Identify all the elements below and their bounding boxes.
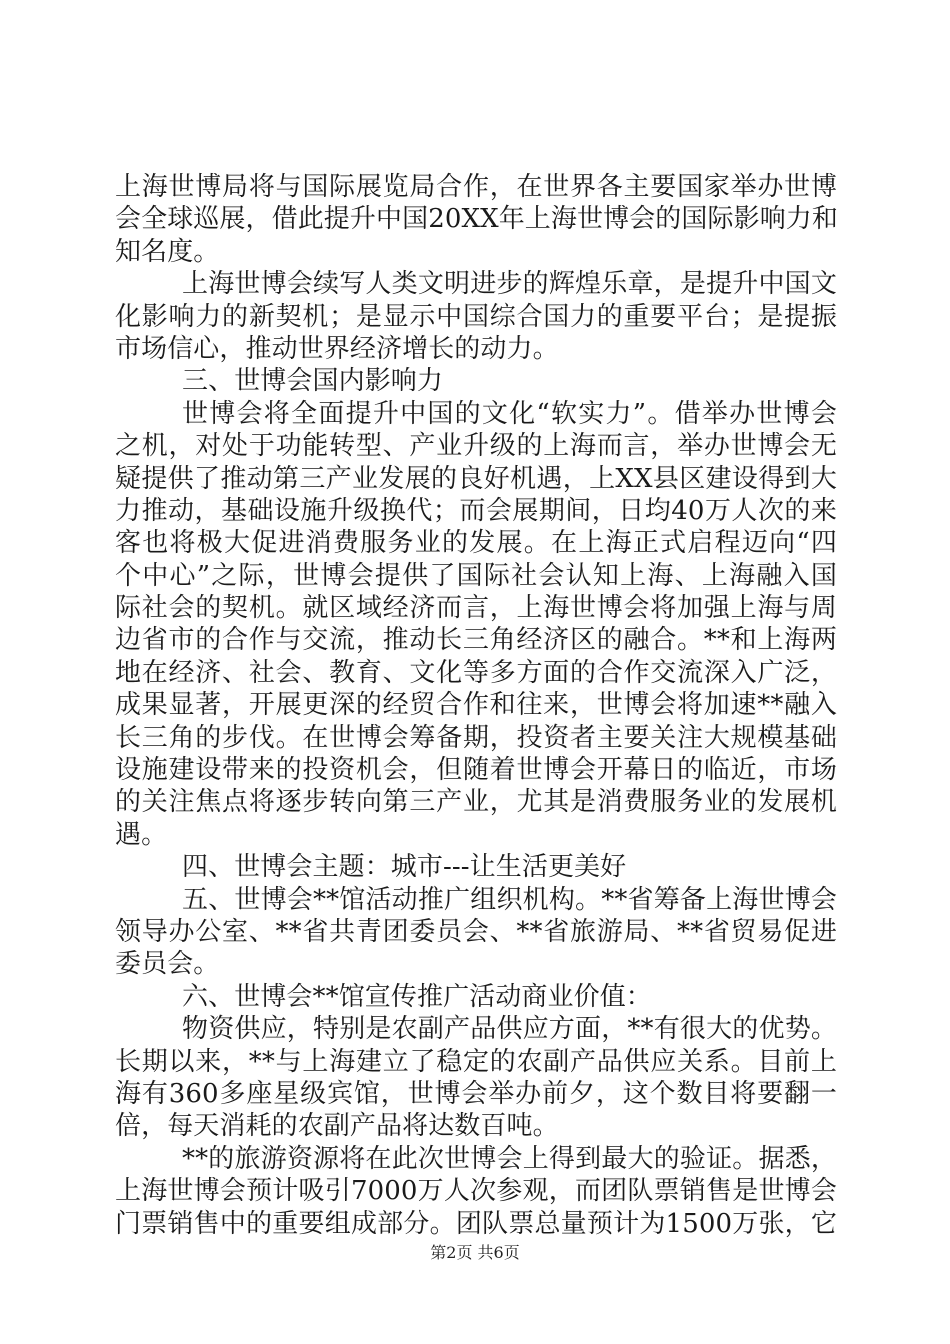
text-line: 海有360多座星级宾馆，世博会举办前夕，这个数目将要翻一 bbox=[115, 1078, 837, 1109]
text-line: 力推动，基础设施升级换代；而会展期间，日均40万人次的来 bbox=[115, 495, 837, 526]
page-footer bbox=[0, 1240, 950, 1263]
text-line: 设施建设带来的投资机会，但随着世博会开幕日的临近，市场 bbox=[115, 755, 837, 786]
text-line: 知名度。 bbox=[115, 236, 220, 267]
text-line: 际社会的契机。就区域经济而言，上海世博会将加强上海与周 bbox=[115, 593, 837, 624]
text-line: 上海世博会续写人类文明进步的辉煌乐章，是提升中国文 bbox=[182, 269, 837, 300]
text-line: 个中心”之际，世博会提供了国际社会认知上海、上海融入国 bbox=[115, 560, 837, 591]
text-line: 市场信心，推动世界经济增长的动力。 bbox=[115, 333, 559, 364]
text-line: 上海世博会预计吸引7000万人次参观，而团队票销售是世博会 bbox=[115, 1176, 837, 1207]
text-line: 疑提供了推动第三产业发展的良好机遇，上XX县区建设得到大 bbox=[115, 463, 837, 494]
text-line: 四、世博会主题：城市---让生活更美好 bbox=[182, 852, 627, 883]
text-line: 六、世博会**馆宣传推广活动商业价值： bbox=[182, 981, 652, 1012]
text-line: 上海世博局将与国际展览局合作，在世界各主要国家举办世博 bbox=[115, 172, 837, 202]
text-line: 之机，对处于功能转型、产业升级的上海而言，举办世博会无 bbox=[115, 431, 837, 462]
text-line: 五、世博会**馆活动推广组织机构。**省筹备上海世博会 bbox=[182, 884, 837, 915]
page-number-label: 第2页 共6页 bbox=[430, 1243, 520, 1262]
text-line: 会全球巡展，借此提升中国20XX年上海世博会的国际影响力和 bbox=[115, 204, 839, 235]
text-line: **的旅游资源将在此次世博会上得到最大的验证。据悉， bbox=[182, 1143, 837, 1174]
text-line: 的关注焦点将逐步转向第三产业，尤其是消费服务业的发展机 bbox=[115, 787, 837, 818]
text-line: 遇。 bbox=[115, 819, 168, 850]
text-line: 客也将极大促进消费服务业的发展。在上海正式启程迈向“四 bbox=[115, 528, 837, 559]
text-line: 倍，每天消耗的农副产品将达数百吨。 bbox=[115, 1111, 559, 1142]
text-line: 成果显著，开展更深的经贸合作和往来，世博会将加速**融入 bbox=[115, 690, 837, 721]
text-line: 长期以来，**与上海建立了稳定的农副产品供应关系。目前上 bbox=[115, 1046, 837, 1077]
document-body bbox=[115, 171, 837, 1240]
text-line: 门票销售中的重要组成部分。团队票总量预计为1500万张，它 bbox=[115, 1208, 837, 1239]
text-line: 化影响力的新契机；是显示中国综合国力的重要平台；是提振 bbox=[115, 301, 837, 332]
text-line: 世博会将全面提升中国的文化“软实力”。借举办世博会 bbox=[182, 398, 837, 429]
text-line: 物资供应，特别是农副产品供应方面，**有很大的优势。 bbox=[182, 1014, 837, 1045]
text-line: 地在经济、社会、教育、文化等多方面的合作交流深入广泛， bbox=[115, 657, 837, 688]
text-line: 委员会。 bbox=[115, 949, 220, 980]
text-line: 三、世博会国内影响力 bbox=[182, 366, 444, 397]
text-line: 领导办公室、**省共青团委员会、**省旅游局、**省贸易促进 bbox=[115, 916, 837, 947]
text-line: 长三角的步伐。在世博会筹备期，投资者主要关注大规模基础 bbox=[115, 722, 837, 753]
text-line: 边省市的合作与交流，推动长三角经济区的融合。**和上海两 bbox=[115, 625, 837, 656]
